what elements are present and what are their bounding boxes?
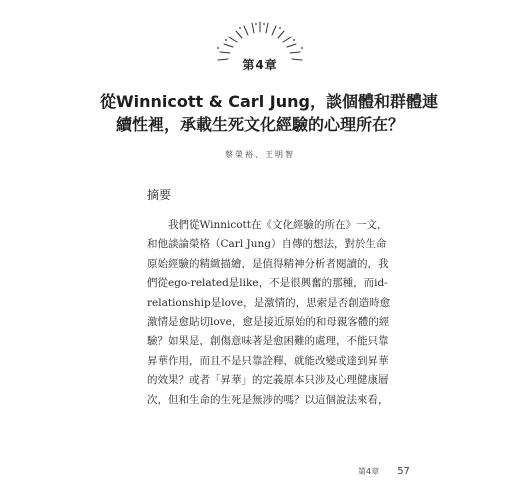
page-footer bbox=[358, 459, 410, 478]
authors: 蔡榮裕、王明智 bbox=[225, 150, 295, 159]
abstract-line: 昇華作用，而且不是只靠詮釋，就能改變或達到昇華 bbox=[147, 354, 389, 367]
abstract-body bbox=[147, 216, 391, 410]
abstract-line: 的效果？或者「昇華」的定義原本只涉及心理健康層 bbox=[147, 374, 389, 387]
abstract-line: relationship是love，是激情的，思索是否創造時愈 bbox=[147, 296, 391, 309]
abstract-line: 驗？如果是，創傷意味著是愈困難的處理，不能只靠 bbox=[147, 335, 389, 348]
abstract-line: 原始經驗的精緻描繪，是值得精神分析者閱讀的，我 bbox=[147, 257, 389, 270]
abstract-line: 次，但和生命的生死是無涉的嗎？以這個說法來看， bbox=[147, 393, 389, 406]
page-number: 57 bbox=[397, 466, 410, 477]
chapter-label: 第4章 bbox=[242, 58, 278, 72]
chapter-title-line-2: 續性裡，承載生死文化經驗的心理所在？ bbox=[115, 115, 404, 134]
footer-chapter: 第4章 bbox=[358, 467, 380, 476]
abstract-line: 們從ego-related是like，不是很興奮的那種，而id- bbox=[147, 277, 388, 290]
abstract-line: 激情是愈貼切love，愈是接近原始的和母親客體的經 bbox=[147, 315, 390, 328]
abstract-heading: 摘要 bbox=[147, 188, 172, 202]
chapter-title-line-1: 從Winnicott & Carl Jung，談個體和群體連 bbox=[100, 92, 438, 111]
chapter-title bbox=[100, 90, 438, 136]
abstract-line: 我們從Winnicott在《文化經驗的所在》一文， bbox=[168, 219, 388, 231]
abstract-line: 和他談論榮格（Carl Jung）自傳的想法，對於生命 bbox=[147, 238, 387, 251]
